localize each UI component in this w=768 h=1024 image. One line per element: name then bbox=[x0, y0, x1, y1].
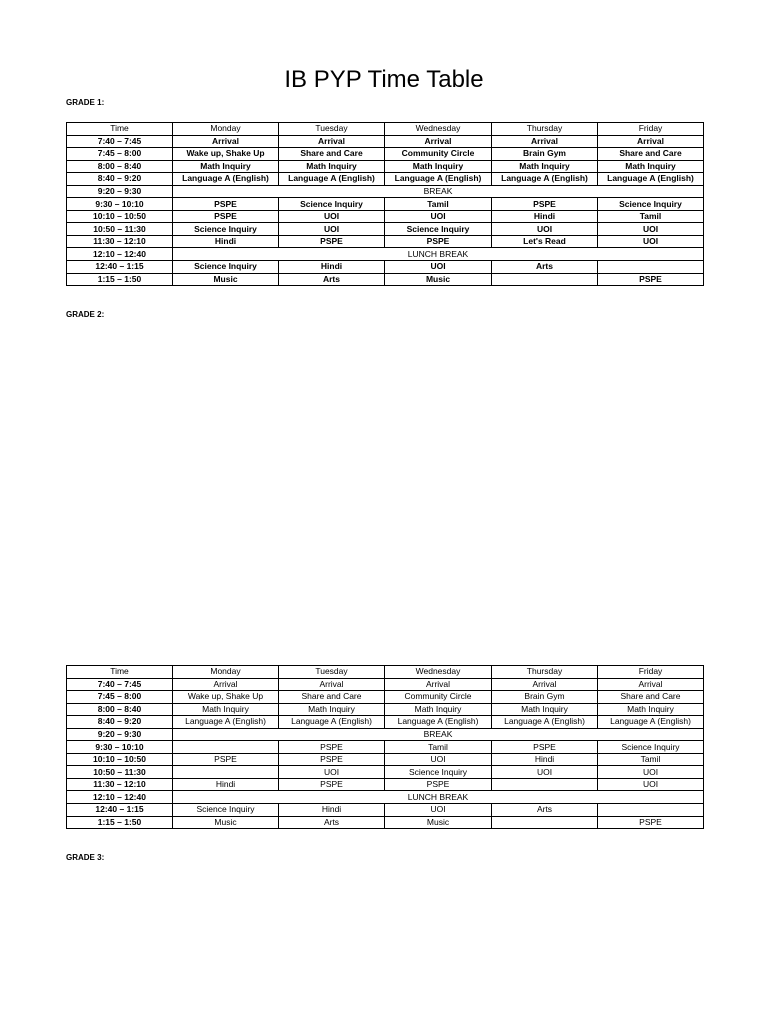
subject-cell: Arts bbox=[279, 273, 385, 286]
subject-cell: Music bbox=[385, 816, 492, 829]
time-slot-cell: 8:40 – 9:20 bbox=[67, 716, 173, 729]
subject-cell: Music bbox=[173, 273, 279, 286]
table-header-row bbox=[67, 123, 704, 136]
subject-cell: Language A (English) bbox=[173, 173, 279, 186]
subject-cell: Science Inquiry bbox=[173, 261, 279, 274]
subject-cell: Hindi bbox=[492, 753, 598, 766]
subject-cell: Language A (English) bbox=[598, 716, 704, 729]
subject-cell: UOI bbox=[598, 766, 704, 779]
subject-cell: UOI bbox=[492, 223, 598, 236]
subject-cell: Arrival bbox=[492, 678, 598, 691]
column-header: Monday bbox=[173, 666, 279, 679]
subject-cell: Tamil bbox=[598, 753, 704, 766]
subject-cell: Language A (English) bbox=[385, 173, 492, 186]
table-row bbox=[67, 273, 704, 286]
time-slot-cell: 10:10 – 10:50 bbox=[67, 753, 173, 766]
subject-cell: Arts bbox=[492, 261, 598, 274]
table-row bbox=[67, 716, 704, 729]
subject-cell: Tamil bbox=[385, 198, 492, 211]
subject-cell: Science Inquiry bbox=[173, 223, 279, 236]
subject-cell: Language A (English) bbox=[385, 716, 492, 729]
subject-cell: Language A (English) bbox=[598, 173, 704, 186]
subject-cell: UOI bbox=[598, 235, 704, 248]
time-slot-cell: 12:10 – 12:40 bbox=[67, 791, 173, 804]
time-slot-cell: 10:50 – 11:30 bbox=[67, 223, 173, 236]
subject-cell: PSPE bbox=[279, 235, 385, 248]
time-slot-cell: 9:20 – 9:30 bbox=[67, 185, 173, 198]
subject-cell: Share and Care bbox=[279, 148, 385, 161]
subject-cell: Brain Gym bbox=[492, 148, 598, 161]
table-header-row bbox=[67, 666, 704, 679]
table-row bbox=[67, 778, 704, 791]
break-cell: BREAK bbox=[173, 185, 704, 198]
time-slot-cell: 11:30 – 12:10 bbox=[67, 778, 173, 791]
time-slot-cell: 7:40 – 7:45 bbox=[67, 678, 173, 691]
time-slot-cell: 8:40 – 9:20 bbox=[67, 173, 173, 186]
subject-cell: Hindi bbox=[173, 778, 279, 791]
column-header: Friday bbox=[598, 123, 704, 136]
subject-cell: Hindi bbox=[173, 235, 279, 248]
time-slot-cell: 7:45 – 8:00 bbox=[67, 148, 173, 161]
column-header: Thursday bbox=[492, 666, 598, 679]
subject-cell: PSPE bbox=[385, 235, 492, 248]
subject-cell: Arrival bbox=[385, 678, 492, 691]
subject-cell: Math Inquiry bbox=[492, 703, 598, 716]
subject-cell: Arts bbox=[492, 804, 598, 817]
subject-cell: Arrival bbox=[173, 135, 279, 148]
subject-cell bbox=[173, 766, 279, 779]
subject-cell: Science Inquiry bbox=[598, 741, 704, 754]
subject-cell: UOI bbox=[279, 223, 385, 236]
subject-cell: Science Inquiry bbox=[385, 766, 492, 779]
subject-cell: Math Inquiry bbox=[279, 160, 385, 173]
subject-cell: PSPE bbox=[385, 778, 492, 791]
subject-cell: PSPE bbox=[598, 816, 704, 829]
subject-cell: Hindi bbox=[279, 804, 385, 817]
subject-cell: Tamil bbox=[385, 741, 492, 754]
subject-cell bbox=[492, 778, 598, 791]
table-row bbox=[67, 753, 704, 766]
subject-cell: UOI bbox=[385, 210, 492, 223]
subject-cell: Science Inquiry bbox=[598, 198, 704, 211]
subject-cell: Math Inquiry bbox=[173, 160, 279, 173]
subject-cell: Community Circle bbox=[385, 148, 492, 161]
column-header: Wednesday bbox=[385, 123, 492, 136]
time-slot-cell: 12:40 – 1:15 bbox=[67, 804, 173, 817]
grade-2-label: GRADE 2: bbox=[66, 310, 105, 319]
column-header: Wednesday bbox=[385, 666, 492, 679]
subject-cell: Arrival bbox=[598, 135, 704, 148]
subject-cell: Wake up, Shake Up bbox=[173, 691, 279, 704]
subject-cell: Language A (English) bbox=[492, 716, 598, 729]
time-slot-cell: 7:45 – 8:00 bbox=[67, 691, 173, 704]
subject-cell: UOI bbox=[492, 766, 598, 779]
subject-cell: Arrival bbox=[279, 135, 385, 148]
table-row bbox=[67, 135, 704, 148]
subject-cell: Math Inquiry bbox=[279, 703, 385, 716]
subject-cell: Science Inquiry bbox=[279, 198, 385, 211]
subject-cell bbox=[598, 261, 704, 274]
table-row bbox=[67, 235, 704, 248]
time-slot-cell: 1:15 – 1:50 bbox=[67, 816, 173, 829]
column-header: Tuesday bbox=[279, 123, 385, 136]
subject-cell: Language A (English) bbox=[279, 173, 385, 186]
time-slot-cell: 10:50 – 11:30 bbox=[67, 766, 173, 779]
subject-cell: Community Circle bbox=[385, 691, 492, 704]
table-row bbox=[67, 728, 704, 741]
column-header: Tuesday bbox=[279, 666, 385, 679]
time-slot-cell: 9:30 – 10:10 bbox=[67, 741, 173, 754]
subject-cell: Share and Care bbox=[279, 691, 385, 704]
break-cell: LUNCH BREAK bbox=[173, 791, 704, 804]
table-row bbox=[67, 804, 704, 817]
subject-cell bbox=[492, 273, 598, 286]
subject-cell: PSPE bbox=[492, 198, 598, 211]
table-row bbox=[67, 766, 704, 779]
column-header: Thursday bbox=[492, 123, 598, 136]
subject-cell bbox=[598, 804, 704, 817]
grade-1-label: GRADE 1: bbox=[66, 98, 105, 107]
table-row bbox=[67, 148, 704, 161]
subject-cell: Arrival bbox=[385, 135, 492, 148]
subject-cell: PSPE bbox=[279, 753, 385, 766]
subject-cell: Math Inquiry bbox=[492, 160, 598, 173]
subject-cell: Wake up, Shake Up bbox=[173, 148, 279, 161]
subject-cell: Math Inquiry bbox=[598, 703, 704, 716]
subject-cell: Arts bbox=[279, 816, 385, 829]
table-row bbox=[67, 248, 704, 261]
subject-cell: UOI bbox=[598, 223, 704, 236]
subject-cell: UOI bbox=[598, 778, 704, 791]
subject-cell: Language A (English) bbox=[279, 716, 385, 729]
time-slot-cell: 8:00 – 8:40 bbox=[67, 703, 173, 716]
subject-cell: Arrival bbox=[279, 678, 385, 691]
break-cell: BREAK bbox=[173, 728, 704, 741]
grade-3-label: GRADE 3: bbox=[66, 853, 105, 862]
table-row bbox=[67, 160, 704, 173]
column-header: Time bbox=[67, 666, 173, 679]
subject-cell: Hindi bbox=[279, 261, 385, 274]
table-row bbox=[67, 678, 704, 691]
subject-cell: Science Inquiry bbox=[173, 804, 279, 817]
break-cell: LUNCH BREAK bbox=[173, 248, 704, 261]
subject-cell: Arrival bbox=[173, 678, 279, 691]
time-slot-cell: 1:15 – 1:50 bbox=[67, 273, 173, 286]
grade-1-timetable bbox=[66, 122, 704, 286]
subject-cell: Music bbox=[173, 816, 279, 829]
time-slot-cell: 7:40 – 7:45 bbox=[67, 135, 173, 148]
subject-cell: Share and Care bbox=[598, 148, 704, 161]
subject-cell: Arrival bbox=[598, 678, 704, 691]
table-row bbox=[67, 185, 704, 198]
table-row bbox=[67, 691, 704, 704]
subject-cell: UOI bbox=[279, 766, 385, 779]
subject-cell: Arrival bbox=[492, 135, 598, 148]
column-header: Monday bbox=[173, 123, 279, 136]
subject-cell: UOI bbox=[385, 753, 492, 766]
subject-cell: Let's Read bbox=[492, 235, 598, 248]
table-row bbox=[67, 703, 704, 716]
time-slot-cell: 8:00 – 8:40 bbox=[67, 160, 173, 173]
subject-cell bbox=[492, 816, 598, 829]
subject-cell: Tamil bbox=[598, 210, 704, 223]
subject-cell: PSPE bbox=[279, 741, 385, 754]
table-row bbox=[67, 223, 704, 236]
subject-cell: Math Inquiry bbox=[173, 703, 279, 716]
subject-cell: Brain Gym bbox=[492, 691, 598, 704]
subject-cell: UOI bbox=[279, 210, 385, 223]
time-slot-cell: 9:30 – 10:10 bbox=[67, 198, 173, 211]
subject-cell: UOI bbox=[385, 261, 492, 274]
subject-cell: Language A (English) bbox=[173, 716, 279, 729]
subject-cell: Share and Care bbox=[598, 691, 704, 704]
time-slot-cell: 10:10 – 10:50 bbox=[67, 210, 173, 223]
subject-cell bbox=[173, 741, 279, 754]
subject-cell: PSPE bbox=[492, 741, 598, 754]
column-header: Time bbox=[67, 123, 173, 136]
grade-2-timetable bbox=[66, 665, 704, 829]
subject-cell: Math Inquiry bbox=[598, 160, 704, 173]
subject-cell: PSPE bbox=[173, 753, 279, 766]
subject-cell: PSPE bbox=[173, 210, 279, 223]
table-row bbox=[67, 261, 704, 274]
time-slot-cell: 9:20 – 9:30 bbox=[67, 728, 173, 741]
time-slot-cell: 12:10 – 12:40 bbox=[67, 248, 173, 261]
table-row bbox=[67, 816, 704, 829]
subject-cell: PSPE bbox=[598, 273, 704, 286]
subject-cell: PSPE bbox=[173, 198, 279, 211]
table-row bbox=[67, 791, 704, 804]
subject-cell: Hindi bbox=[492, 210, 598, 223]
subject-cell: PSPE bbox=[279, 778, 385, 791]
time-slot-cell: 11:30 – 12:10 bbox=[67, 235, 173, 248]
time-slot-cell: 12:40 – 1:15 bbox=[67, 261, 173, 274]
subject-cell: UOI bbox=[385, 804, 492, 817]
table-row bbox=[67, 173, 704, 186]
table-row bbox=[67, 198, 704, 211]
subject-cell: Music bbox=[385, 273, 492, 286]
table-row bbox=[67, 741, 704, 754]
subject-cell: Math Inquiry bbox=[385, 160, 492, 173]
subject-cell: Science Inquiry bbox=[385, 223, 492, 236]
table-row bbox=[67, 210, 704, 223]
page-title: IB PYP Time Table bbox=[284, 66, 484, 93]
column-header: Friday bbox=[598, 666, 704, 679]
subject-cell: Math Inquiry bbox=[385, 703, 492, 716]
subject-cell: Language A (English) bbox=[492, 173, 598, 186]
